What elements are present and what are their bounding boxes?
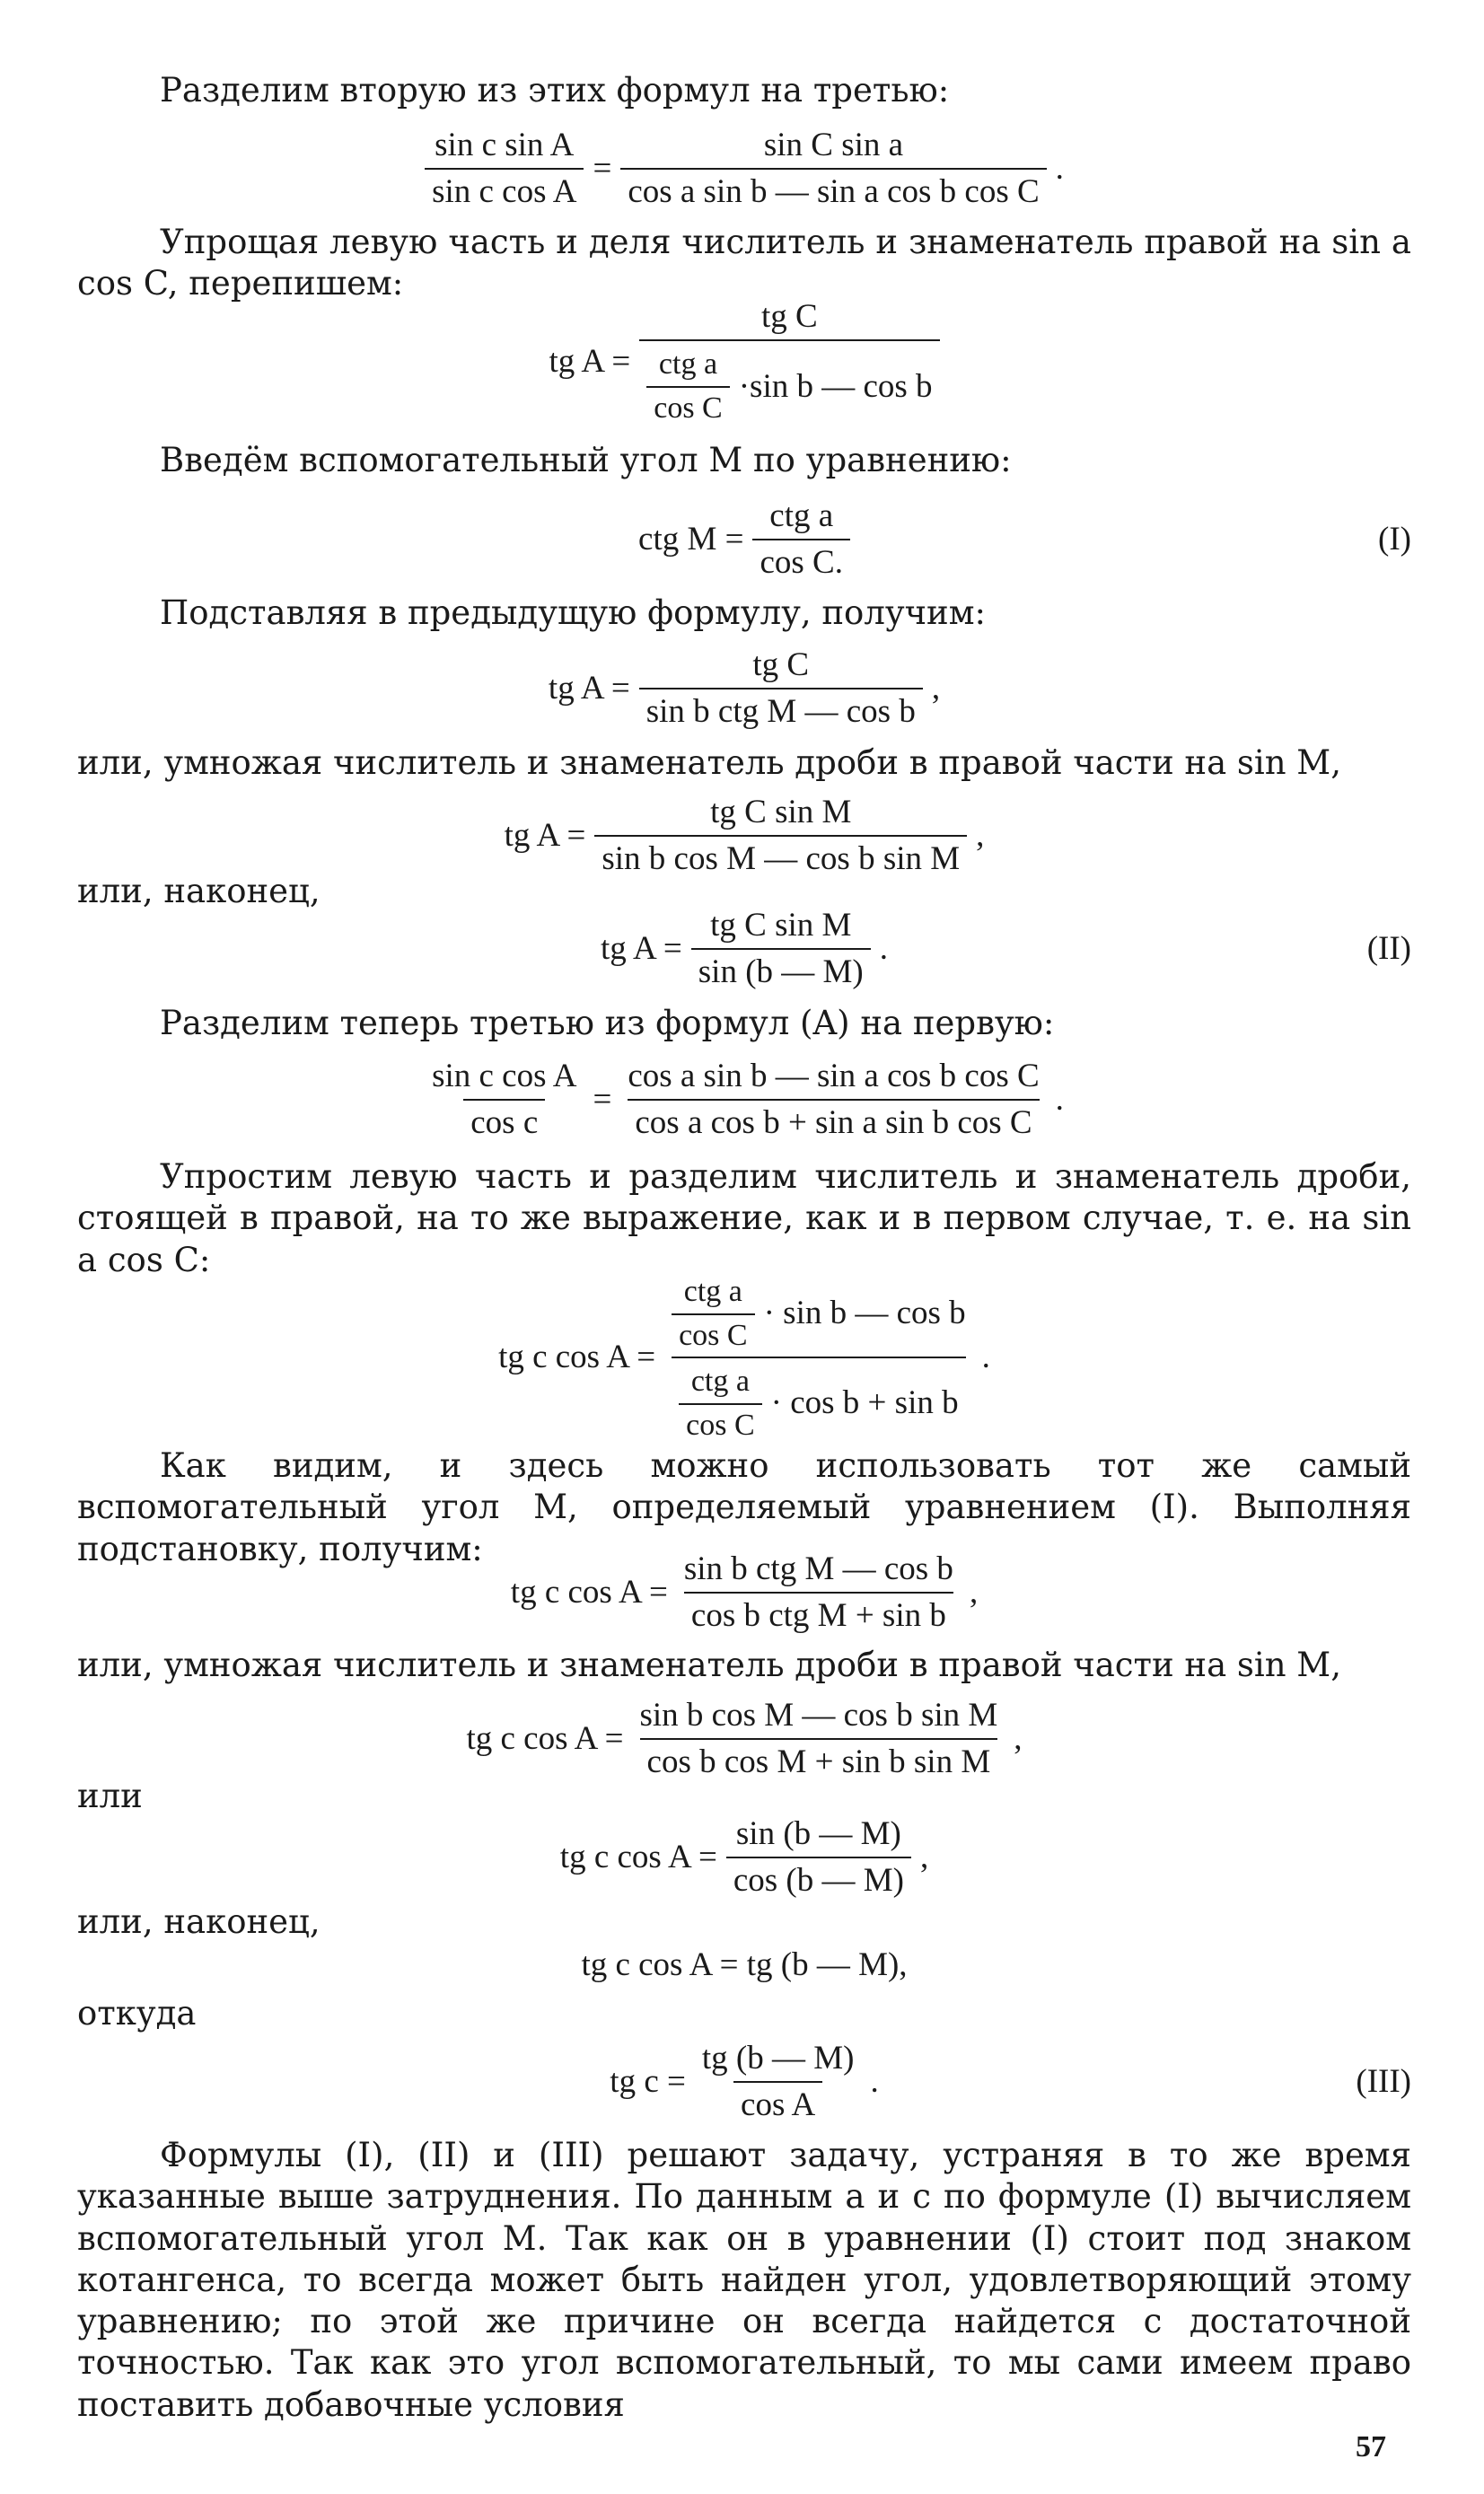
fraction [695,2038,862,2127]
numerator-rest: · sin b — cos b [763,1295,966,1332]
equation-label: (I) [1378,521,1411,558]
equation-7 [77,1055,1411,1145]
paragraph-4: Подставляя в предыдущую формулу, получим: [160,593,986,632]
fraction [752,496,850,584]
numerator: tg (b — M) [701,2040,855,2077]
numerator: tg C sin M [710,794,852,830]
denominator: sin b cos M — cos b sin M [594,835,967,880]
equation-tail: . [981,1338,990,1375]
numerator: tg C sin M [710,907,852,944]
lhs: ctg M = [638,521,744,558]
equation-3 [77,496,1411,584]
equation-10 [77,1695,1411,1784]
numerator: sin C sin a [763,127,904,163]
paragraph-5: или, умножая числитель и знаменатель дроби в правой части на sin M, [77,743,1341,782]
numerator: sin b cos M — cos b sin M [639,1697,998,1734]
equation-8 [77,1270,1411,1445]
equation-11 [77,1813,1411,1902]
lhs: tg A = [548,670,630,707]
equation-text: tg c cos A = tg (b — M), [581,1946,908,1983]
lhs: tg A = [504,817,586,855]
paragraph-13: откуда [77,1994,197,2033]
equation-label: (III) [1356,2063,1411,2101]
fraction [639,296,939,427]
paragraph-9: Как видим, и здесь можно использовать тот же самый вспомогательный угол M, определяемый уравнением (I). Выполняя подстановку, получим: [77,1446,1411,1568]
fraction [620,1056,1046,1145]
paragraph-11: или [77,1777,143,1815]
equation-tail: . [1055,1081,1064,1119]
lhs: tg c cos A = [498,1338,656,1375]
numerator: sin b ctg M — cos b [683,1550,953,1587]
fraction [677,1549,961,1638]
numerator: cos a sin b — sin a cos b cos C [628,1058,1040,1094]
lhs: tg c cos A = [559,1839,717,1876]
numerator [664,1270,973,1357]
equals-sign: = [593,150,612,188]
denominator [639,339,939,427]
numerator: tg C [761,298,818,335]
equals-sign: = [593,1081,612,1119]
equation-tail: , [969,1574,979,1611]
paragraph-6: или, наконец, [77,872,321,910]
numerator: ctg a [769,497,834,534]
page-number: 57 [1356,2430,1386,2463]
paragraph-2: Упрощая левую часть и деля числитель и знаменатель правой на sin a cos C, перепишем: [77,223,1411,303]
numerator: ctg a [683,1275,742,1308]
equation-5 [77,792,1411,881]
paragraph-10: или, умножая числитель и знаменатель дроби в правой части на sin M, [77,1646,1341,1684]
equation-tail: , [931,670,941,707]
numerator: tg C [752,646,810,683]
numerator: sin (b — M) [735,1815,901,1852]
equation-6 [77,905,1411,994]
denominator: cos C [672,1313,755,1356]
fraction [425,1056,584,1145]
equation-13 [77,2038,1411,2127]
numerator: ctg a [690,1365,750,1398]
denominator: cos c [463,1099,545,1144]
numerator: ctg a [658,347,718,382]
denominator: cos b ctg M + sin b [684,1592,953,1637]
equation-tail: . [870,2063,879,2101]
paragraph-12: или, наконец, [77,1902,321,1941]
lhs: tg c cos A = [510,1574,668,1611]
denominator: cos C. [752,539,850,584]
lhs: tg c = [610,2063,686,2101]
fraction [594,792,967,881]
denominator-rest: · cos b + sin b [770,1384,959,1422]
equation-tail: . [879,930,889,968]
equation-tail: . [1055,150,1064,188]
denominator-rest: ·sin b — cos b [738,367,933,405]
fraction [726,1813,911,1902]
numerator: sin c sin A [435,127,575,163]
paragraph-1: Разделим вторую из этих формул на третью: [160,71,950,110]
fraction [639,645,923,733]
fraction [632,1695,1005,1784]
denominator: cos a sin b — sin a cos b cos C [620,168,1046,213]
equation-label: (II) [1366,930,1411,968]
numerator: sin c cos A [432,1058,577,1094]
denominator: sin c cos A [425,168,584,213]
equation-1 [77,124,1411,214]
paragraph-3: Введём вспомогательный угол M по уравнению: [160,441,1012,479]
denominator: cos b cos M + sin b sin M [640,1738,998,1783]
equation-9 [77,1549,1411,1638]
fraction [620,125,1046,214]
lhs: tg A = [600,930,682,968]
equation-tail: , [1014,1720,1023,1758]
denominator [672,1357,965,1445]
lhs: tg c cos A = [466,1720,624,1758]
equation-4 [77,645,1411,733]
paragraph-14: Формулы (I), (II) и (III) решают задачу, устраняя в то же время указанные выше затруднения. По данным a и c по формуле (I) вычисляем вспомогательный угол M. Так как он в уравнении (I) стоит под знаком котангенса, то всегда может быть найден угол, удовлетворяющий этому уравнению; по этой же причине он всегда найдется с достаточной точностью. Так как это угол вспомогательный, то мы сами имеем право поставить добавочные условия [77,2136,1411,2424]
inner-fraction [672,1273,755,1355]
denominator: cos C [646,386,730,428]
denominator: cos C [679,1403,762,1445]
denominator: cos a cos b + sin a sin b cos C [628,1099,1039,1144]
fraction [425,125,584,214]
inner-fraction [679,1363,762,1445]
equation-tail: , [976,817,985,855]
denominator: sin (b — M) [691,948,871,993]
denominator: cos (b — M) [726,1857,911,1901]
fraction [691,905,871,994]
paragraph-7: Разделим теперь третью из формул (A) на первую: [160,1004,1055,1042]
equation-tail: , [919,1839,929,1876]
denominator: cos A [733,2081,822,2126]
equation-12 [77,1944,1411,1986]
fraction [664,1270,973,1445]
paragraph-8: Упростим левую часть и разделим числитель и знаменатель дроби, стоящей в правой, на то же выражение, как и в первом случае, т. е. на sin a cos C: [77,1157,1411,1279]
inner-fraction [646,346,730,427]
denominator: sin b ctg M — cos b [639,688,923,733]
equation-2 [77,296,1411,427]
lhs: tg A = [549,343,631,380]
